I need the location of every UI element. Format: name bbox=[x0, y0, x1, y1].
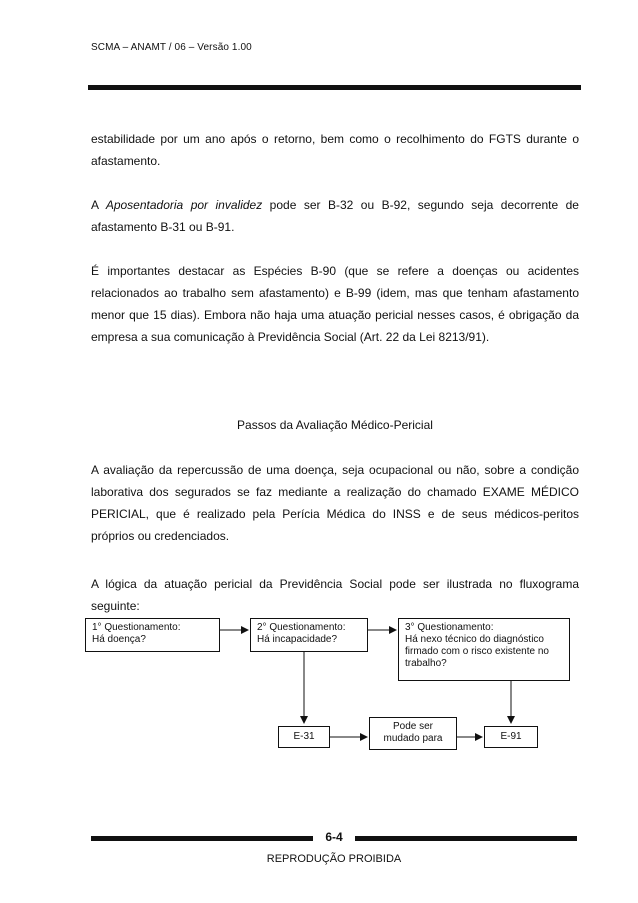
q2-line1: 2° Questionamento: bbox=[257, 622, 346, 633]
p2-suffix: pode ser B-32 ou B-92, segundo seja decorrente de afastamento B-31 ou B-91. bbox=[91, 198, 579, 234]
q3-line1: 3° Questionamento: bbox=[405, 622, 494, 633]
flow-box-question-2 bbox=[250, 618, 368, 652]
middle-line2: mudado para bbox=[383, 733, 443, 744]
paragraph-especies: É importantes destacar as Espécies B-90 (que se refere a doenças ou acidentes relacionados ao trabalho sem afastamento) e B-99 (idem, mas que tenham afastamento menor que 15 dias). Embora não haja uma atuação pericial nesses casos, é obrigação da empresa a sua comunicação à Previdência Social (Art. 22 da Lei 8213/91). bbox=[91, 264, 579, 344]
q2-line2: Há incapacidade? bbox=[257, 634, 338, 645]
q3-line3: firmado com o risco existente no bbox=[405, 646, 549, 657]
p2-italic: Aposentadoria por invalidez bbox=[105, 198, 263, 212]
footer-rule-right bbox=[355, 836, 577, 841]
paragraph-fgts: estabilidade por um ano após o retorno, bem como o recolhimento do FGTS durante o afastamento. bbox=[91, 132, 579, 168]
e31-label: E-31 bbox=[293, 731, 315, 742]
flow-box-e91 bbox=[484, 726, 538, 748]
footer-rule-left bbox=[91, 836, 313, 841]
e91-label: E-91 bbox=[500, 731, 522, 742]
flow-box-question-1 bbox=[85, 618, 220, 652]
middle-line1: Pode ser bbox=[392, 721, 434, 732]
flow-box-question-3 bbox=[398, 618, 570, 681]
q3-line4: trabalho? bbox=[405, 658, 447, 669]
p2-prefix: A bbox=[91, 198, 106, 212]
page-number: 6-4 bbox=[325, 830, 343, 844]
flow-box-e31 bbox=[278, 726, 330, 748]
footer-notice: REPRODUÇÃO PROIBIDA bbox=[266, 853, 402, 865]
flow-box-changeable bbox=[369, 717, 457, 750]
q1-line1: 1° Questionamento: bbox=[92, 622, 181, 633]
q1-line2: Há doença? bbox=[92, 634, 146, 645]
document-header: SCMA – ANAMT / 06 – Versão 1.00 bbox=[91, 42, 252, 53]
q3-line2: Há nexo técnico do diagnóstico bbox=[405, 634, 544, 645]
section-title: Passos da Avaliação Médico-Pericial bbox=[237, 418, 433, 432]
paragraph-logica: A lógica da atuação pericial da Previdência Social pode ser ilustrada no fluxograma seguinte: bbox=[91, 577, 579, 613]
paragraph-avaliacao: A avaliação da repercussão de uma doença, seja ocupacional ou não, sobre a condição laborativa dos segurados se faz mediante a realização do chamado EXAME MÉDICO PERICIAL, que é realizado pela Perícia Médica do INSS e de seus médicos-peritos próprios ou credenciados. bbox=[91, 463, 579, 543]
